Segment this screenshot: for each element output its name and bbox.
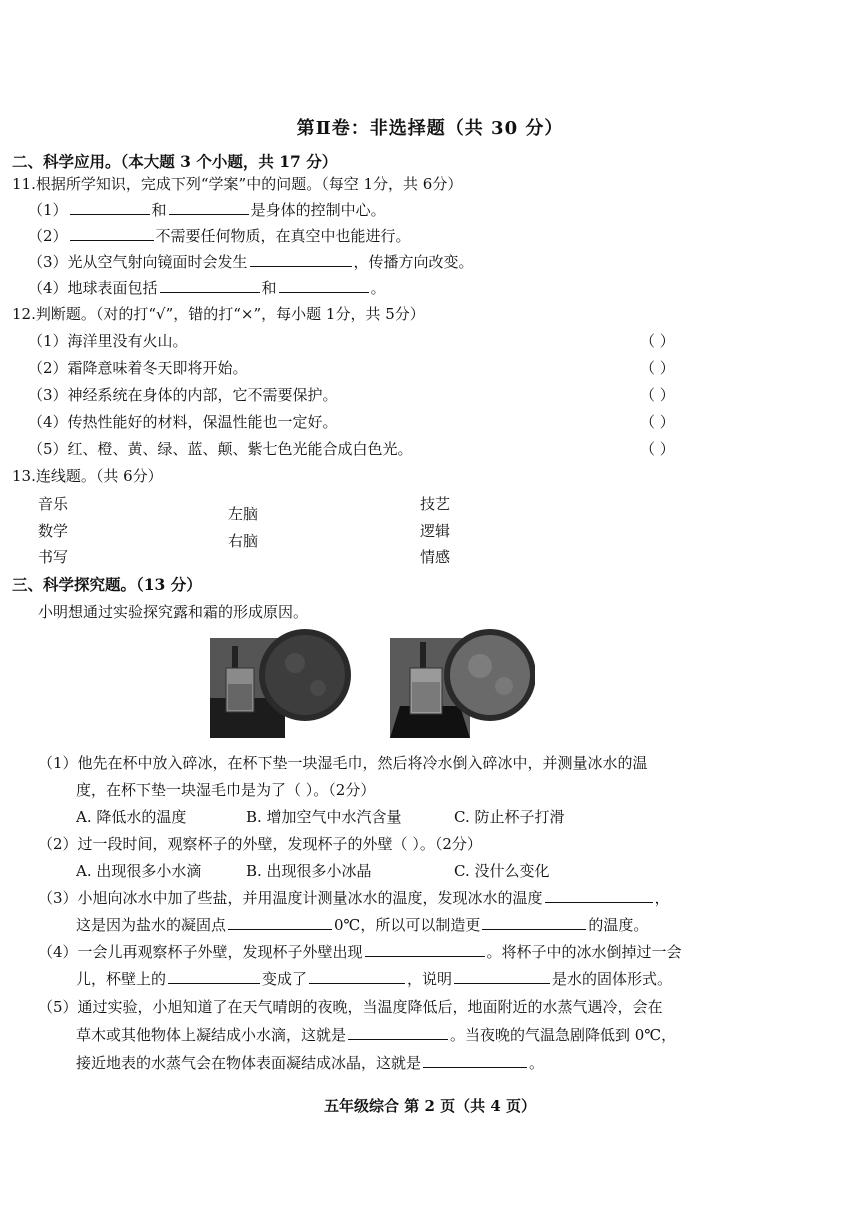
s3-q2-line1: （2）过一段时间，观察杯子的外壁，发现杯子的外壁（ ）。（2分）	[38, 835, 482, 853]
s3-q3-text-a: （3）小旭向冰水中加了些盐，并用温度计测量冰水的温度，发现冰水的温度	[38, 889, 543, 907]
s3-q1-option-a[interactable]: A. 降低水的温度	[76, 808, 187, 826]
page-footer: 五年级综合 第 2 页（共 4 页）	[324, 1097, 536, 1115]
s3-q5-line3	[76, 1052, 544, 1073]
s3-q5-blank-2[interactable]	[423, 1053, 527, 1068]
q12-answer-4[interactable]: （ ）	[640, 413, 675, 431]
q13-right-1[interactable]: 技艺	[420, 495, 451, 513]
s3-q3-line1	[38, 887, 670, 908]
q11-item-4	[28, 277, 386, 298]
q11-item-2	[28, 225, 411, 246]
s3-q5-text-c: 接近地表的水蒸气会在物体表面凝结成冰晶，这就是	[76, 1054, 422, 1072]
s3-q3-text-c: 这是因为盐水的凝固点	[76, 916, 227, 934]
q11-item-3	[28, 251, 474, 272]
q11-3-blank[interactable]	[250, 252, 352, 267]
s3-q3-blank-2[interactable]	[228, 915, 332, 930]
s3-q4-line1	[38, 941, 682, 962]
s3-q5-line2	[76, 1024, 676, 1045]
s3-q5-text-d: 。	[529, 1054, 545, 1072]
q11-4-mid: 和	[261, 279, 277, 297]
s3-q1-option-c[interactable]: C. 防止杯子打滑	[454, 808, 565, 826]
q12-item-3: （3）神经系统在身体的内部，它不需要保护。	[28, 386, 338, 404]
q11-1-suffix: 是身体的控制中心。	[250, 201, 386, 219]
section2-heading: 二、科学应用。（本大题 3 个小题，共 17 分）	[12, 152, 338, 171]
q13-stem: 13.连线题。（共 6分）	[12, 467, 163, 485]
experiment-dew-image	[210, 628, 355, 738]
q11-1-blank-a[interactable]	[70, 200, 150, 215]
s3-q4-text-f: 是水的固体形式。	[552, 970, 673, 988]
q11-4-suffix: 。	[370, 279, 386, 297]
s3-q4-line2	[76, 968, 672, 989]
q12-answer-5[interactable]: （ ）	[640, 440, 675, 458]
q11-4-blank-a[interactable]	[160, 278, 260, 293]
s3-q5-blank-1[interactable]	[348, 1025, 448, 1040]
q12-answer-3[interactable]: （ ）	[640, 386, 675, 404]
q12-stem: 12.判断题。（对的打“√”，错的打“×”，每小题 1分，共 5分）	[12, 305, 425, 323]
experiment-frost-image	[390, 628, 535, 738]
s3-q3-blank-1[interactable]	[545, 888, 653, 903]
q11-4-blank-b[interactable]	[279, 278, 369, 293]
s3-q5-text-a: 草木或其他物体上凝结成小水滴，这就是	[76, 1026, 347, 1044]
q12-answer-2[interactable]: （ ）	[640, 359, 675, 377]
s3-q4-blank-2[interactable]	[168, 969, 260, 984]
s3-q2-option-a[interactable]: A. 出现很多小水滴	[76, 862, 202, 880]
q13-right-3[interactable]: 情感	[420, 548, 451, 566]
s3-q4-text-c: 儿，杯壁上的	[76, 970, 167, 988]
s3-q1-line2: 度，在杯下垫一块湿毛巾是为了（ ）。（2分）	[76, 781, 376, 799]
q11-2-prefix: （2）	[28, 227, 68, 245]
s3-q3-line2	[76, 914, 648, 935]
s3-q4-blank-1[interactable]	[365, 942, 485, 957]
s3-q3-text-d: 0℃，所以可以制造更	[334, 916, 481, 934]
section3-intro: 小明想通过实验探究露和霜的形成原因。	[38, 603, 309, 621]
s3-q5-line1: （5）通过实验，小旭知道了在天气晴朗的夜晚，当温度降低后，地面附近的水蒸气遇冷，会在	[38, 998, 663, 1016]
s3-q4-text-d: 变成了	[262, 970, 308, 988]
q12-item-5: （5）红、橙、黄、绿、蓝、颠、紫七色光能合成白色光。	[28, 440, 413, 458]
s3-q2-option-c[interactable]: C. 没什么变化	[454, 862, 550, 880]
q11-1-prefix: （1）	[28, 201, 68, 219]
page-title: 第Ⅱ卷：非选择题（共 30 分）	[296, 118, 564, 139]
q13-left-1[interactable]: 音乐	[38, 495, 69, 513]
q11-2-suffix: 不需要任何物质，在真空中也能进行。	[155, 227, 411, 245]
s3-q5-text-b: 。当夜晚的气温急剧降低到 0℃，	[450, 1026, 677, 1044]
q11-3-suffix: ，传播方向改变。	[353, 253, 474, 271]
q11-item-1	[28, 199, 386, 220]
s3-q4-blank-3[interactable]	[309, 969, 405, 984]
s3-q4-text-e: ，说明	[407, 970, 453, 988]
s3-q3-text-e: 的温度。	[588, 916, 649, 934]
q13-left-3[interactable]: 书写	[38, 548, 69, 566]
q12-item-2: （2）霜降意味着冬天即将开始。	[28, 359, 248, 377]
q12-item-4: （4）传热性能好的材料，保温性能也一定好。	[28, 413, 338, 431]
q11-3-prefix: （3）光从空气射向镜面时会发生	[28, 253, 248, 271]
s3-q1-option-b[interactable]: B. 增加空气中水汽含量	[246, 808, 402, 826]
q13-left-2[interactable]: 数学	[38, 522, 69, 540]
q11-4-prefix: （4）地球表面包括	[28, 279, 158, 297]
q13-middle-2[interactable]: 右脑	[228, 532, 259, 550]
q13-middle-1[interactable]: 左脑	[228, 505, 259, 523]
s3-q3-text-b: ，	[654, 889, 670, 907]
s3-q1-line1: （1）他先在杯中放入碎冰，在杯下垫一块湿毛巾，然后将冷水倒入碎冰中，并测量冰水的温	[38, 754, 648, 772]
q11-1-blank-b[interactable]	[169, 200, 249, 215]
section3-heading: 三、科学探究题。（13 分）	[12, 575, 202, 594]
q11-2-blank[interactable]	[70, 226, 154, 241]
s3-q2-option-b[interactable]: B. 出现很多小冰晶	[246, 862, 372, 880]
q13-right-2[interactable]: 逻辑	[420, 522, 451, 540]
s3-q4-text-b: 。将杯子中的冰水倒掉过一会	[486, 943, 682, 961]
q11-stem: 11.根据所学知识，完成下列“学案”中的问题。（每空 1分，共 6分）	[12, 175, 463, 193]
q12-item-1: （1）海洋里没有火山。	[28, 332, 188, 350]
s3-q4-blank-4[interactable]	[454, 969, 550, 984]
s3-q3-blank-3[interactable]	[482, 915, 586, 930]
q11-1-mid: 和	[151, 201, 167, 219]
q12-answer-1[interactable]: （ ）	[640, 332, 675, 350]
s3-q4-text-a: （4）一会儿再观察杯子外壁，发现杯子外壁出现	[38, 943, 363, 961]
